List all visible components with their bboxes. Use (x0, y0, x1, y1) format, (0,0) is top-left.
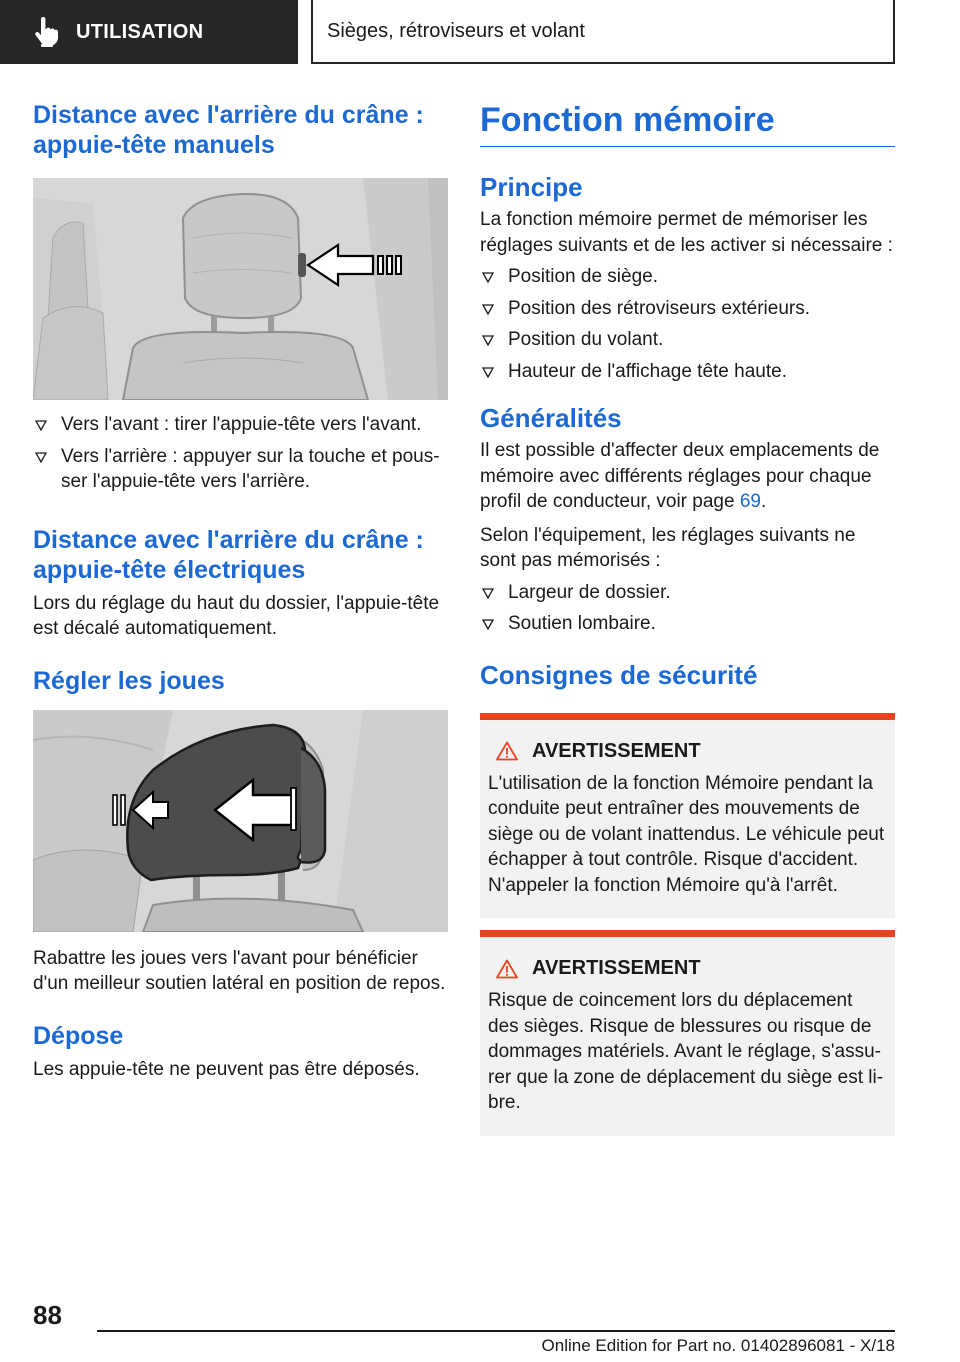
manual-headrest-illustration (33, 178, 448, 400)
removal-text: Les appuie-tête ne peuvent pas être déposés. (33, 1058, 420, 1080)
warning-box (480, 930, 895, 1136)
heading-removal: Dépose (33, 1021, 124, 1050)
edition-text: Online Edition for Part no. 01402896081 - X/18 (541, 1336, 895, 1355)
principle-text: La fonction mémoire permet de mémoriser les réglages suivants et de les activer si nécessaire : (480, 209, 893, 256)
general-text-2: Selon l'équipement, les réglages suivants ne sont pas mémorisés : (480, 524, 856, 571)
warning-header: AVERTISSEMENT (496, 740, 887, 763)
warning-text: L'utilisation de la fonction Mémoire pendant la conduite peut entraîner des mouvements de siège ou de volant inattendus. Le véhicule peut échapper à tout contrôle. Risque d'accident. N'appeler la fonction Mémoire qu'à l'arrêt. (488, 772, 885, 896)
heading-manual-headrest: Distance avec l'arrière du crâne : appuie-tête manuels (33, 101, 424, 159)
cheeks-illustration (33, 710, 448, 932)
list-item: Vers l'arrière : appuyer sur la touche et pous-ser l'appuie-tête vers l'arrière. (33, 444, 448, 495)
triangle-bullet-icon (482, 588, 494, 599)
warning-box (480, 713, 895, 919)
list-item: Position de siège. (480, 264, 895, 290)
warning-text: Risque de coincement lors du déplacement des sièges. Risque de blessures ou risque de dommages matériels. Avant le réglage, s'assu-rer que la zone de déplacement du siège est li-bre. (488, 990, 884, 1113)
heading-electric-headrest: Distance avec l'arrière du crâne : appuie-tête électriques (33, 525, 424, 584)
warning-triangle-icon (496, 741, 518, 761)
general-text: Il est possible d'affecter deux emplacements de mémoire avec différents réglages pour chaque profil de conducteur, voir page 69. (480, 440, 880, 512)
chapter-label: UTILISATION (76, 20, 204, 43)
principle-list (480, 264, 895, 384)
heading-adjust-cheeks: Régler les joues (33, 666, 225, 695)
page-number: 88 (33, 1300, 62, 1330)
list-item: Soutien lombaire. (480, 611, 895, 637)
right-column (480, 100, 895, 1136)
triangle-bullet-icon (35, 452, 47, 463)
section-title: Sièges, rétroviseurs et volant (311, 0, 895, 64)
hand-pointer-icon (32, 17, 60, 47)
electric-headrest-text: Lors du réglage du haut du dossier, l'appuie-tête est décalé automatiquement. (33, 592, 440, 639)
heading-principle: Principe (480, 172, 583, 202)
page-link[interactable]: 69 (739, 491, 761, 512)
manual-headrest-list (33, 412, 448, 495)
warning-header: AVERTISSEMENT (496, 957, 887, 980)
heading-general: Généralités (480, 403, 622, 433)
triangle-bullet-icon (482, 619, 494, 630)
figure-manual-headrest (33, 178, 448, 400)
list-item: Position des rétroviseurs extérieurs. (480, 296, 895, 322)
list-item: Hauteur de l'affichage tête haute. (480, 359, 895, 385)
triangle-bullet-icon (482, 272, 494, 283)
heading-memory-function: Fonction mémoire (480, 100, 895, 147)
left-column (33, 100, 448, 1082)
general-list (480, 580, 895, 637)
triangle-bullet-icon (482, 367, 494, 378)
figure-cheeks (33, 710, 448, 932)
chapter-tab (0, 0, 298, 64)
cheeks-text: Rabattre les joues vers l'avant pour bénéficier d'un meilleur soutien latéral en position de repos. (33, 947, 446, 994)
warning-triangle-icon (496, 959, 518, 979)
triangle-bullet-icon (482, 304, 494, 315)
list-item: Position du volant. (480, 327, 895, 353)
footer-divider (97, 1330, 895, 1332)
triangle-bullet-icon (482, 335, 494, 346)
list-item: Largeur de dossier. (480, 580, 895, 606)
triangle-bullet-icon (35, 420, 47, 431)
list-item: Vers l'avant : tirer l'appuie-tête vers l'avant. (33, 412, 448, 438)
heading-safety: Consignes de sécurité (480, 659, 758, 690)
